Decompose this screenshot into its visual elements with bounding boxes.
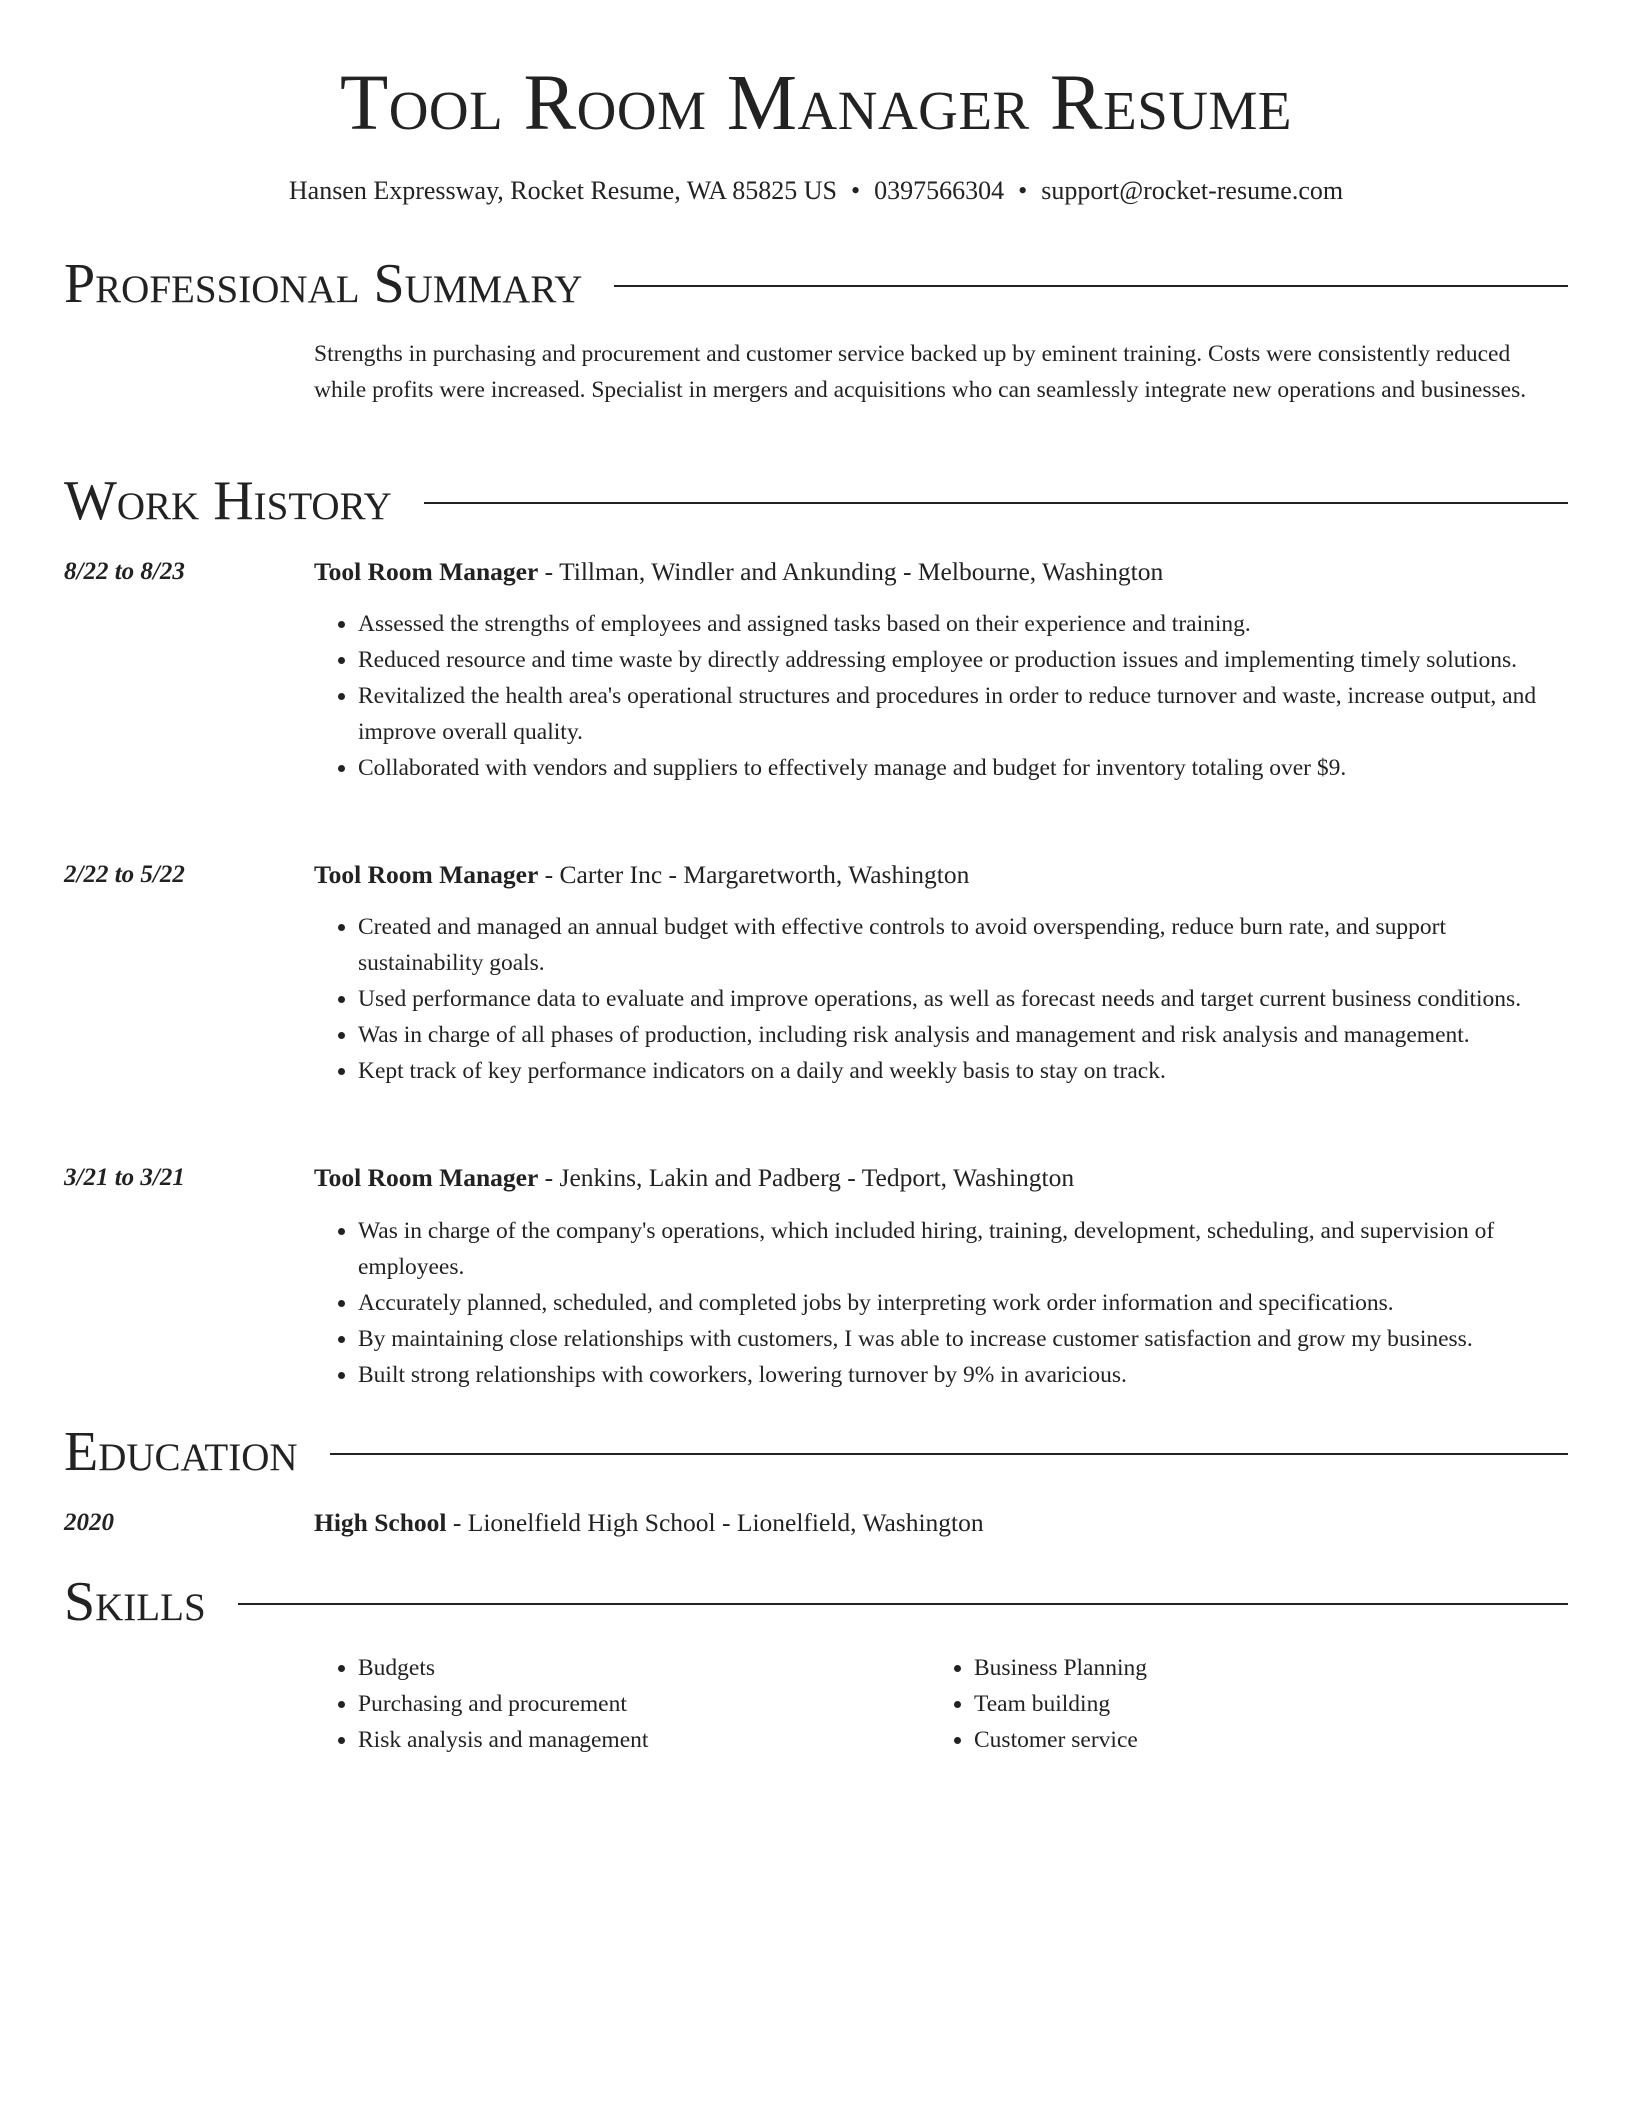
section-heading-skills — [64, 1570, 1568, 1634]
job-bullets — [314, 909, 1568, 1089]
contact-email[interactable]: support@rocket-resume.com — [1041, 176, 1344, 205]
list-item: • Revitalized the health area's operational structures and procedures in order to reduce turnover and waste, increase output, and improve overall quality. — [358, 678, 1568, 750]
skills-list-left — [314, 1650, 918, 1758]
contact-line — [0, 173, 1632, 209]
section-heading-work-history — [64, 469, 1568, 533]
contact-separator: • — [1018, 176, 1028, 205]
job-role: Tool Room Manager — [314, 860, 539, 889]
list-item: • Was in charge of all phases of production, including risk analysis and management and risk analysis and management. — [358, 1017, 1568, 1053]
section-title: Work History — [64, 470, 392, 532]
section-heading-education — [64, 1420, 1568, 1484]
contact-phone: 0397566304 — [874, 176, 1005, 205]
skill-item: • Team building — [974, 1686, 1534, 1722]
job-dates: 3/21 to 3/21 — [64, 1164, 185, 1191]
job-title-line — [314, 554, 1568, 590]
resume-title: Tool Room Manager Resume — [339, 60, 1293, 147]
list-item: • Used performance data to evaluate and improve operations, as well as forecast needs and target current business conditions. — [358, 981, 1568, 1017]
contact-address: Hansen Expressway, Rocket Resume, WA 85825 US — [288, 176, 837, 205]
job-role: Tool Room Manager — [314, 1163, 539, 1192]
job-details: - Carter Inc - Margaretworth, Washington — [538, 860, 970, 889]
skill-item: • Customer service — [974, 1722, 1534, 1758]
education-year: 2020 — [64, 1509, 114, 1536]
job-role: Tool Room Manager — [314, 557, 539, 586]
list-item: • Built strong relationships with coworkers, lowering turnover by 9% in avaricious. — [358, 1357, 1568, 1393]
skill-item: • Risk analysis and management — [358, 1722, 918, 1758]
list-item: • Kept track of key performance indicators on a daily and weekly basis to stay on track. — [358, 1053, 1568, 1089]
job-dates: 8/22 to 8/23 — [64, 558, 185, 585]
job-bullets — [314, 1213, 1568, 1393]
job-dates: 2/22 to 5/22 — [64, 861, 185, 888]
job-details: - Tillman, Windler and Ankunding - Melbourne, Washington — [538, 557, 1164, 586]
section-divider — [424, 502, 1568, 504]
education-line — [314, 1505, 1568, 1541]
list-item: • Assessed the strengths of employees and assigned tasks based on their experience and training. — [358, 606, 1568, 642]
section-title: Professional Summary — [64, 253, 583, 315]
skill-item: • Purchasing and procurement — [358, 1686, 918, 1722]
section-heading-summary — [64, 252, 1568, 316]
contact-separator: • — [850, 176, 861, 205]
list-item: • Collaborated with vendors and suppliers to effectively manage and budget for inventory totaling over $9. — [358, 750, 1568, 786]
list-item: • Reduced resource and time waste by directly addressing employee or production issues and implementing timely solutions. — [358, 642, 1568, 678]
list-item: • By maintaining close relationships with customers, I was able to increase customer satisfaction and grow my business. — [358, 1321, 1568, 1357]
list-item: • Accurately planned, scheduled, and completed jobs by interpreting work order information and specifications. — [358, 1285, 1568, 1321]
section-title: Education — [64, 1421, 298, 1483]
job-bullets — [314, 606, 1568, 786]
education-details: - Lionelfield High School - Lionelfield, Washington — [446, 1508, 984, 1537]
list-item: • Was in charge of the company's operations, which included hiring, training, development, scheduling, and supervision of employees. — [358, 1213, 1568, 1285]
job-details: - Jenkins, Lakin and Padberg - Tedport, Washington — [538, 1163, 1075, 1192]
section-divider — [238, 1603, 1568, 1605]
skill-item: • Business Planning — [974, 1650, 1534, 1686]
skills-list-right — [930, 1650, 1534, 1758]
job-title-line — [314, 1160, 1568, 1196]
section-divider — [330, 1453, 1568, 1455]
summary-text: Strengths in purchasing and procurement and customer service backed up by eminent training. Costs were consistently reduced while profits were increased. Specialist in mergers and acquisitions who can seamlessly integrate new operations and businesses. — [314, 341, 1527, 403]
skill-item: • Budgets — [358, 1650, 918, 1686]
job-title-line — [314, 857, 1568, 893]
section-divider — [614, 285, 1568, 287]
education-degree: High School — [314, 1508, 447, 1537]
list-item: • Created and managed an annual budget with effective controls to avoid overspending, reduce burn rate, and support sustainability goals. — [358, 909, 1568, 981]
section-title: Skills — [64, 1571, 206, 1633]
